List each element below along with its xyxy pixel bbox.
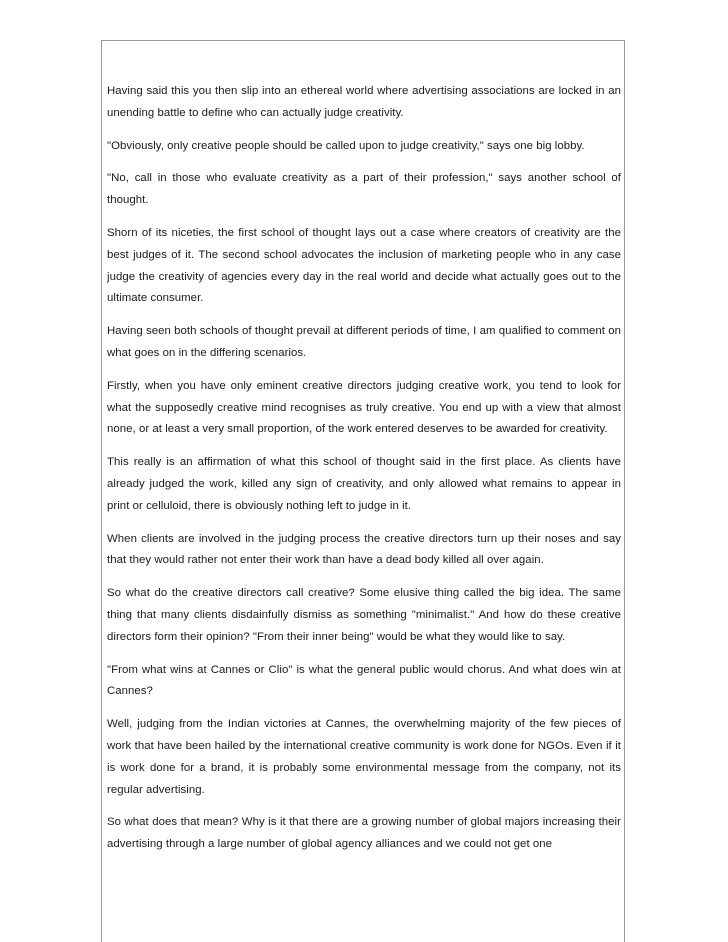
paragraph: Shorn of its niceties, the first school of thought lays out a case where creators of creativity are the best judges of it. The second school advocates the inclusion of marketing people who in any case judge the creativity of agencies every day in the real world and decide what actually goes out to the ultimate consumer. xyxy=(107,226,621,305)
paragraph: Having said this you then slip into an ethereal world where advertising associations are locked in an unending battle to define who can actually judge creativity. xyxy=(107,85,621,119)
paragraph: So what do the creative directors call creative? Some elusive thing called the big idea. The same thing that many clients disdainfully dismiss as something "minimalist." And how do these creative directors form their opinion? "From their inner being" would be what they would like to say. xyxy=(107,587,621,643)
paragraph: "Obviously, only creative people should be called upon to judge creativity," says one big lobby. xyxy=(107,139,585,152)
paragraph: "No, call in those who evaluate creativity as a part of their profession," says another school of thought. xyxy=(107,172,621,207)
paragraph: Having seen both schools of thought prevail at different periods of time, I am qualified to comment on what goes on in the differing scenarios. xyxy=(107,325,621,359)
paragraph: "From what wins at Cannes or Clio" is what the general public would chorus. And what does win at Cannes? xyxy=(107,663,621,698)
paragraph: When clients are involved in the judging process the creative directors turn up their noses and say that they would rather not enter their work than have a dead body killed all over again. xyxy=(107,532,621,567)
paragraph: This really is an affirmation of what this school of thought said in the first place. As clients have already judged the work, killed any sign of creativity, and only allowed what remains to appear in print or celluloid, there is obviously nothing left to judge in it. xyxy=(107,456,621,512)
document-body xyxy=(107,81,621,856)
paragraph: Firstly, when you have only eminent creative directors judging creative work, you tend to look for what the supposedly creative mind recognises as truly creative. You end up with a view that almost none, or at least a very small proportion, of the work entered deserves to be awarded for creativity. xyxy=(107,379,621,436)
paragraph: So what does that mean? Why is it that there are a growing number of global majors increasing their advertising through a large number of global agency alliances and we could not get one xyxy=(107,816,621,851)
paragraph: Well, judging from the Indian victories at Cannes, the overwhelming majority of the few pieces of work that have been hailed by the international creative community is work done for NGOs. Even if it is work done for a brand, it is probably some environmental message from the company, not its regular advertising. xyxy=(107,718,621,796)
